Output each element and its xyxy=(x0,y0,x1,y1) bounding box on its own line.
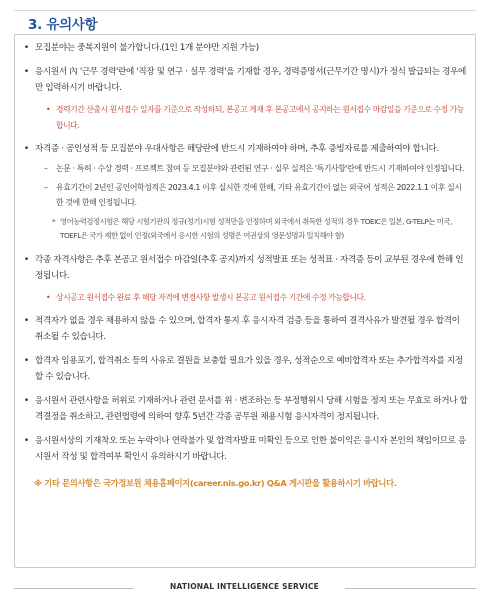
notice-item-text: 응시원서 관련사항을 허위로 기재하거나 관련 문서를 위 · 변조하는 등 부정행위시 당해 시험을 정지 또는 무효로 하거나 합격결정을 취소하고, 관련법령에 의하여 향후 5년간 각종 공무원 채용시험 응시자격이 정지됩니다. xyxy=(35,396,468,422)
red-note-text: 경력기간 산출시 원서접수 일자를 기준으로 작성하되, 본공고 게재 후 본공고에서 공지하는 원서접수 마감일을 기준으로 수정 가능합니다. xyxy=(56,105,464,130)
footer-org-name: NATIONAL INTELLIGENCE SERVICE xyxy=(169,582,320,591)
section-title: 3. 유의사항 xyxy=(28,17,98,33)
notice-item xyxy=(24,40,468,56)
notice-item xyxy=(24,141,468,157)
note-text: 영어능력검정시험은 해당 시험기관의 정규(정기)시험 성적만을 인정하며 외국에서 취득한 성적의 경우 TOEIC은 일본, G-TELP는 미국, TOEFL은 국가 제한 없이 인정(외국에서 응시한 시험의 성명은 여권상의 영문성명과 일치해야 함) xyxy=(60,216,452,240)
notice-item-text: 모집분야는 중복지원이 불가합니다.(1인 1개 분야만 지원 가능) xyxy=(35,43,259,53)
notice-item xyxy=(24,313,468,345)
notice-item xyxy=(24,353,468,385)
sub-item-text: 논문 · 특허 · 수상 경력 · 프로젝트 참여 등 모집분야와 관련된 연구 · 실무 실적은 '특기사항'란에 반드시 기재하여야 인정됩니다. xyxy=(56,164,465,173)
sub-item xyxy=(24,180,468,211)
red-note-text: 상시공고 원서접수 완료 후 해당 자격에 변경사항 발생시 본공고 원서접수 기간에 수정 가능합니다. xyxy=(56,292,366,302)
notice-item-text: 각종 자격사항은 추후 본공고 원서접수 마감일(추후 공지)까지 성적발표 또는 성적표 · 자격증 등이 교부된 경우에 한해 인정됩니다. xyxy=(35,254,464,281)
notice-list xyxy=(24,40,468,491)
bullet-icon: • xyxy=(46,292,51,302)
sub-item xyxy=(24,161,468,177)
red-note xyxy=(24,102,468,133)
bullet-icon: • xyxy=(24,67,29,77)
dash-icon: – xyxy=(44,182,48,192)
bullet-icon: • xyxy=(24,316,29,326)
notice-item xyxy=(24,252,468,284)
bullet-icon: • xyxy=(24,43,29,53)
sub-item-text: 유효기간이 2년인 공인어학성적은 2023.4.1 이후 실시한 것에 한해, 기타 유효기간이 없는 외국어 성적은 2022.1.1 이후 실시한 것에 한해 인정됩니다. xyxy=(56,182,462,207)
bullet-icon: • xyxy=(24,144,29,154)
notice-item-text: 응시원서상의 기재착오 또는 누락이나 연락불가 및 합격자발표 미확인 등으로 인한 불이익은 응시자 본인의 책임이므로 응시원서 작성 및 합격여부 확인시 유의하시기 바랍니다. xyxy=(35,436,466,462)
red-note xyxy=(24,290,468,306)
notice-item-text: 적격자가 없을 경우 채용하지 않을 수 있으며, 합격자 통지 후 응시자격 검증 등을 통하여 결격사유가 발견될 경우 합격이 취소될 수 있습니다. xyxy=(35,316,460,342)
bullet-icon: • xyxy=(24,254,29,265)
notice-item-text: 응시원서 內 '근무 경력'란에 '직장 및 연구 · 실무 경력'을 기재할 경우, 경력증명서(근무기간 명시)가 정식 발급되는 경우에만 입력하시기 바랍니다. xyxy=(35,67,466,93)
notice-item xyxy=(24,393,468,425)
notice-item-text: 합격자 임용포기, 합격취소 등의 사유로 결원을 보충할 필요가 있을 경우, 성적순으로 예비합격자 또는 추가합격자를 지정할 수 있습니다. xyxy=(35,356,463,382)
asterisk-icon: * xyxy=(52,216,56,226)
bullet-icon: • xyxy=(24,436,29,446)
note-item xyxy=(24,215,468,244)
notice-item xyxy=(24,433,468,465)
notice-item xyxy=(24,64,468,96)
bullet-icon: • xyxy=(46,105,51,114)
bullet-icon: • xyxy=(24,356,29,366)
notice-item-text: 자격증 · 공인성적 등 모집분야 우대사항은 해당란에 반드시 기재하여야 하며, 추후 증빙자료를 제출하여야 합니다. xyxy=(35,144,439,154)
header-rule xyxy=(14,10,476,11)
dash-icon: – xyxy=(44,164,48,173)
inquiry-note: ※ 기타 문의사항은 국가정보원 채용홈페이지(career.nis.go.kr) Q&A 게시판을 활용하시기 바랍니다. xyxy=(34,478,397,488)
bullet-icon: • xyxy=(24,396,29,406)
